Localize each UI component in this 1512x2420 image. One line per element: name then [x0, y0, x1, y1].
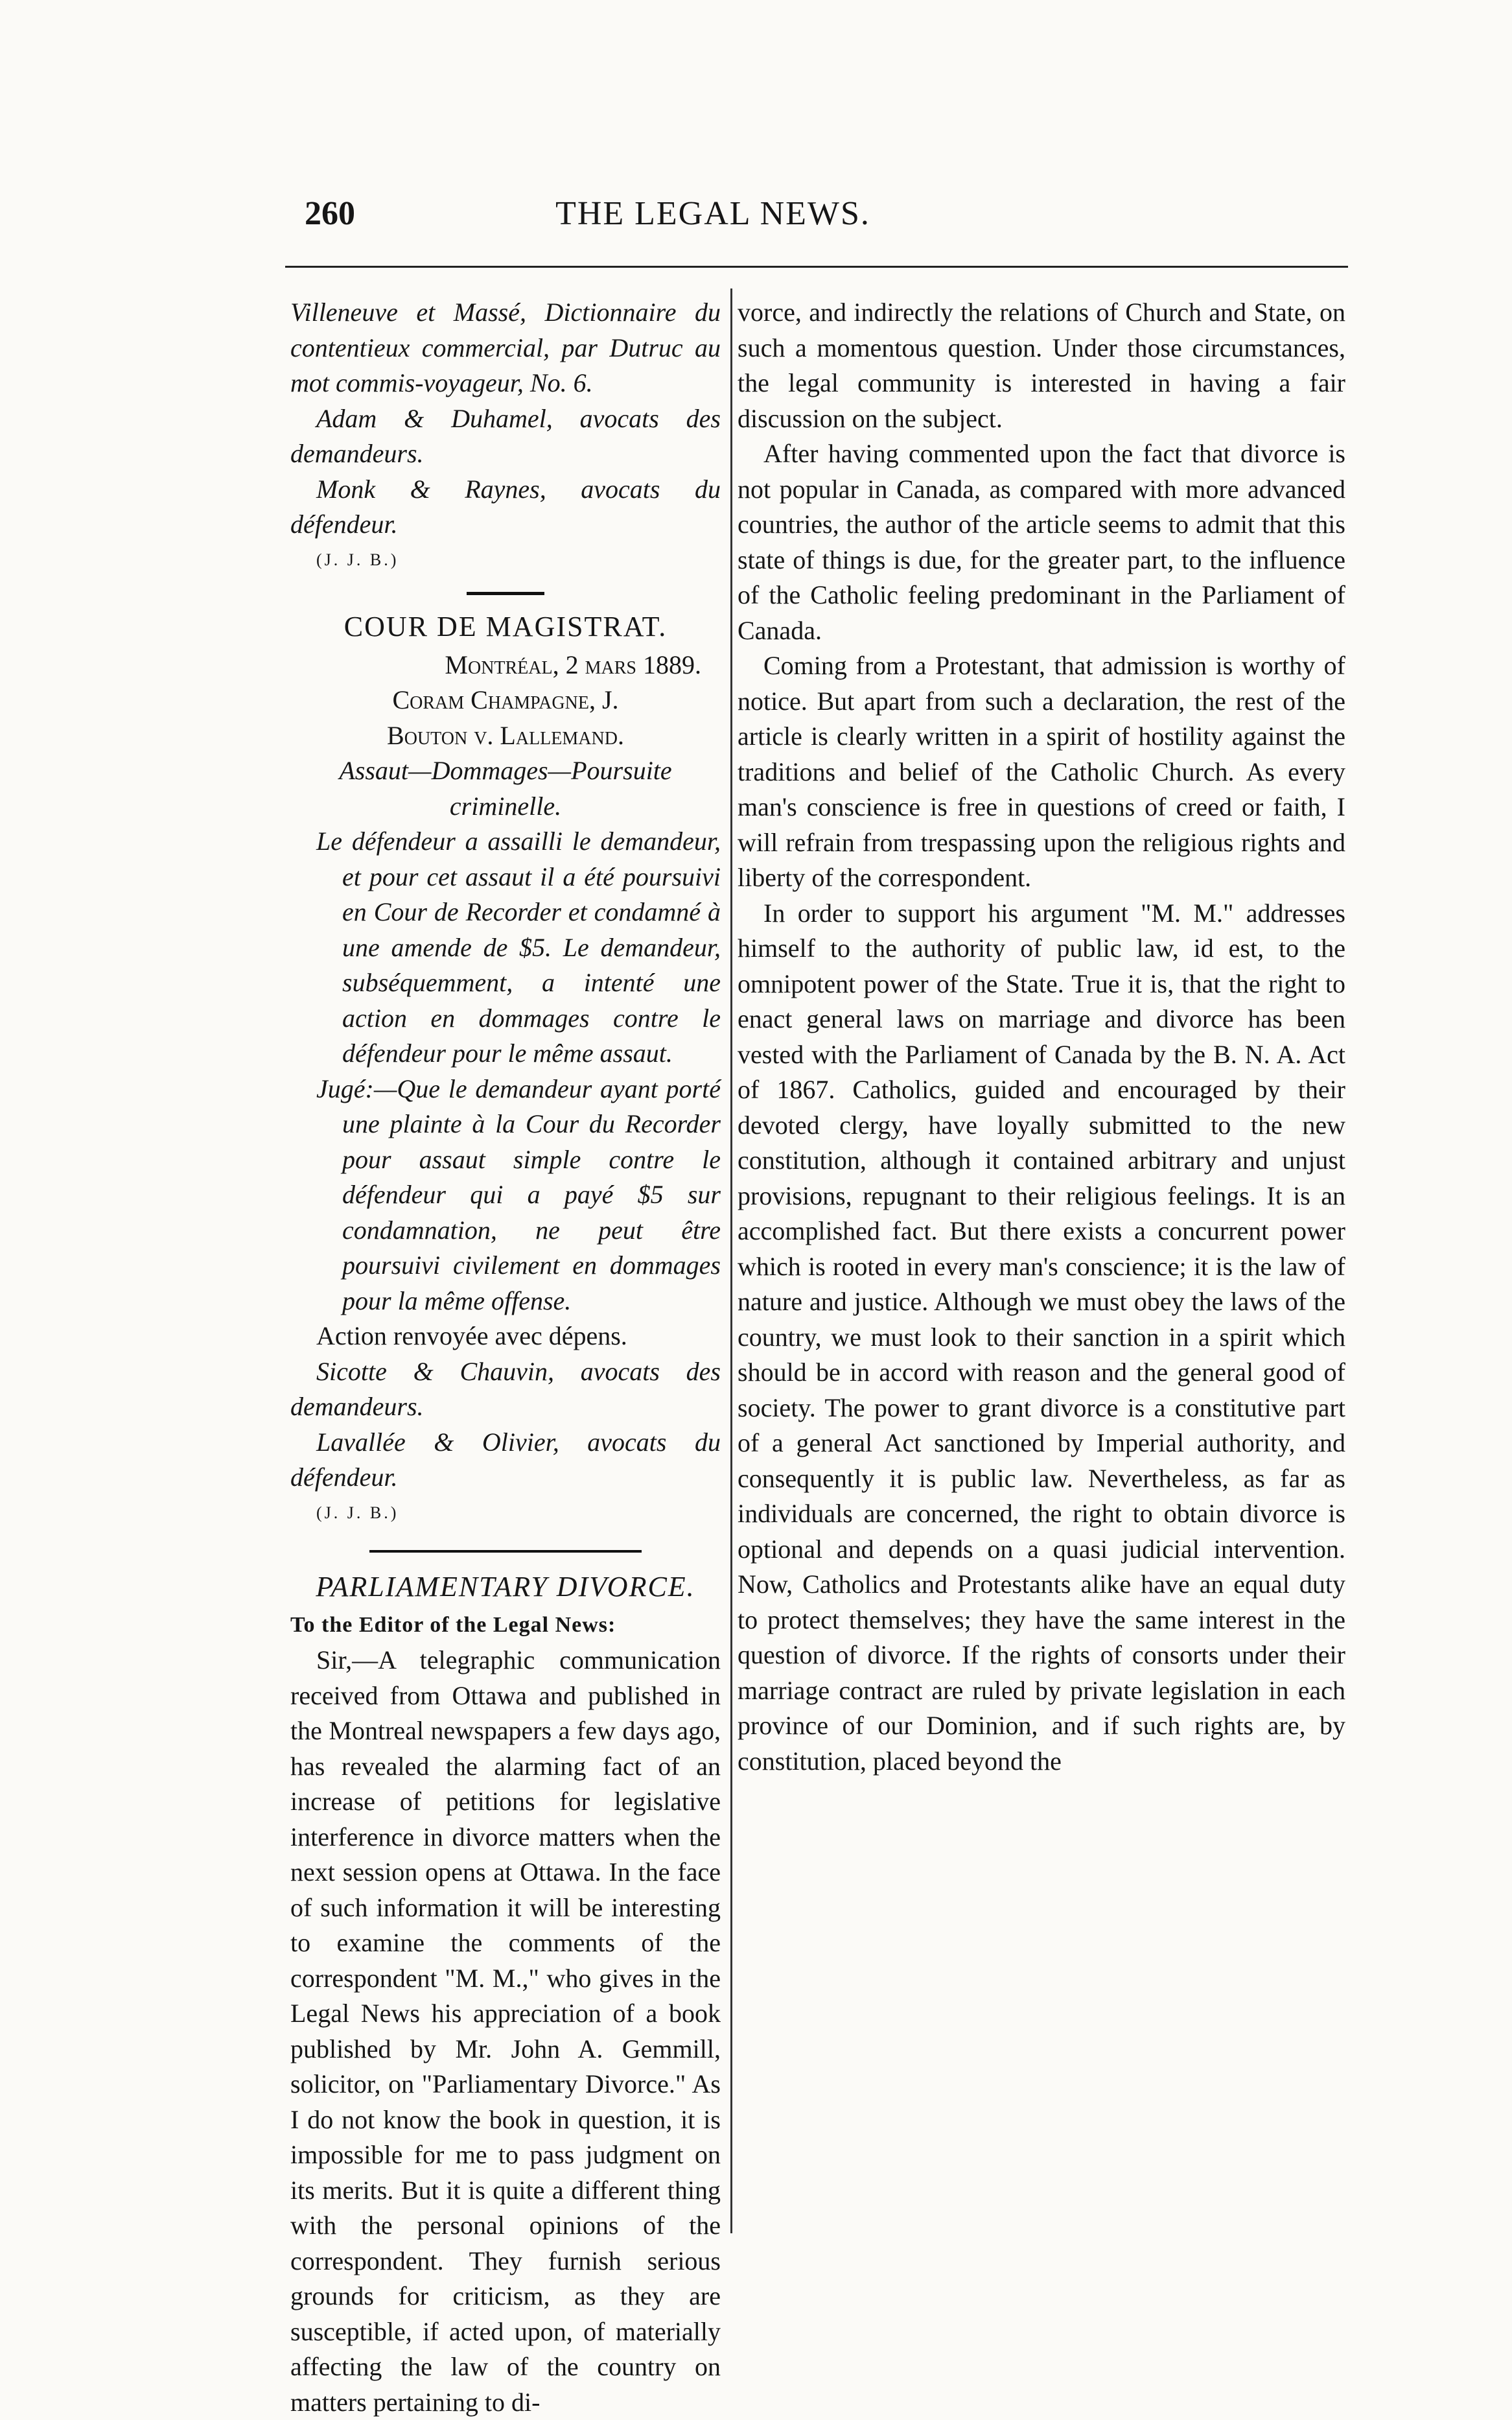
running-title: THE LEGAL NEWS. [555, 195, 870, 232]
held: Jugé:—Que le demandeur ayant porté une plainte à la Cour du Recorder pour assaut simple contre le défendeur qui a payé $5 sur condamnation, ne peut être poursuivi civilement en dommages pour la même offense. [316, 1074, 721, 1315]
disposition: Action renvoyée avec dépens. [316, 1321, 627, 1350]
coram: Coram Champagne, J. [392, 685, 619, 714]
reporter-initials: (J. J. B.) [316, 550, 399, 569]
letter-paragraph-3: Coming from a Protestant, that admission is worthy of notice. But apart from such a declaration, the rest of the article is clearly written in a spirit of hostility against the traditions and belief of the Catholic Church. As every man's conscience is free in questions of creed or faith, I will refrain from trespassing upon the religious rights and liberty of the correspondent. [738, 651, 1345, 892]
date-line: Montréal, 2 mars 1889. [445, 650, 701, 679]
column-divider [730, 288, 732, 2233]
headnote: Le défendeur a assailli le demandeur, et pour cet assaut il a été poursuivi en Cour de Recorder et condamné à une amende de $5. Le demandeur, subséquemment, a intenté une action en dommages contre le défendeur pour le même assaut. [316, 827, 721, 1068]
header-rule [285, 266, 1348, 268]
right-column [738, 295, 1345, 1779]
counsel-defendant: Monk & Raynes, avocats du défendeur. [290, 474, 721, 539]
citation: Villeneuve et Massé, Dictionnaire du contentieux commercial, par Dutruc au mot commis-voyageur, No. 6. [290, 298, 721, 397]
left-column [290, 295, 721, 2420]
counsel-plaintiffs-2: Sicotte & Chauvin, avocats des demandeurs. [290, 1356, 721, 1421]
court-heading: COUR DE MAGISTRAT. [343, 611, 668, 642]
addressee: To the Editor of the Legal News: [290, 1612, 616, 1637]
page-header [0, 194, 1512, 253]
article-title: PARLIAMENTARY DIVORCE. [316, 1571, 695, 1603]
section-rule [467, 592, 544, 595]
case-name: Bouton v. Lallemand. [387, 720, 624, 750]
letter-paragraph-4: In order to support his argument "M. M." addresses himself to the authority of public law, id est, to the omnipotent power of the State. True it is, that the right to enact general laws on marriage and divorce has been vested with the Parliament of Canada by the B. N. A. Act of 1867. Catholics, guided and encouraged by their devoted clergy, have loyally submitted to the new constitution, although it contained arbitrary and unjust provisions, repugnant to their religious feelings. It is an accomplished fact. But there exists a concurrent power which is rooted in every man's conscience; it is the law of nature and justice. Although we must obey the laws of the country, we must look to their sanction in a spirit which should be in accord with reason and the general good of society. The power to grant divorce is a constitutive part of a general Act sanctioned by Imperial authority, and consequently it is public law. Nevertheless, as far as individuals are concerned, the right to obtain divorce is optional and depends on a quasi judicial intervention. Now, Catholics and Protestants alike have an equal duty to protect themselves; they have the same interest in the question of divorce. If the rights of consorts under their marriage contract are ruled by private legislation in each province of our Dominion, and if such rights are, by constitution, placed beyond the [738, 898, 1345, 1776]
article-rule [369, 1550, 642, 1553]
case-subject: Assaut—Dommages—Poursuite criminelle. [339, 756, 672, 821]
letter-paragraph-2: After having commented upon the fact that divorce is not popular in Canada, as compared with more advanced countries, the author of the article seems to admit that this state of things is due, for the greater part, to the influence of the Catholic feeling predominant in the Parliament of Canada. [738, 439, 1345, 645]
counsel-defendant-2: Lavallée & Olivier, avocats du défendeur. [290, 1427, 721, 1492]
counsel-plaintiffs: Adam & Duhamel, avocats des demandeurs. [290, 403, 721, 468]
page-number: 260 [305, 195, 355, 232]
reporter-initials-2: (J. J. B.) [316, 1503, 399, 1522]
letter-continuation: vorce, and indirectly the relations of Church and State, on such a momentous question. Under those circumstances, the legal community is interested in having a fair discussion on the subject. [738, 298, 1345, 433]
letter-paragraph-1: Sir,—A telegraphic communication received from Ottawa and published in the Montreal newspapers a few days ago, has revealed the alarming fact of an increase of petitions for legislative interference in divorce matters when the next session opens at Ottawa. In the face of such information it will be interesting to examine the comments of the correspondent "M. M.," who gives in the Legal News his appreciation of a book published by Mr. John A. Gemmill, solicitor, on "Parliamentary Divorce." As I do not know the book in question, it is impossible for me to pass judgment on its merits. But it is quite a different thing with the personal opinions of the correspondent. They furnish serious grounds for criticism, as they are susceptible, if acted upon, of materially affecting the law of the country on matters pertaining to di- [290, 1645, 721, 2417]
